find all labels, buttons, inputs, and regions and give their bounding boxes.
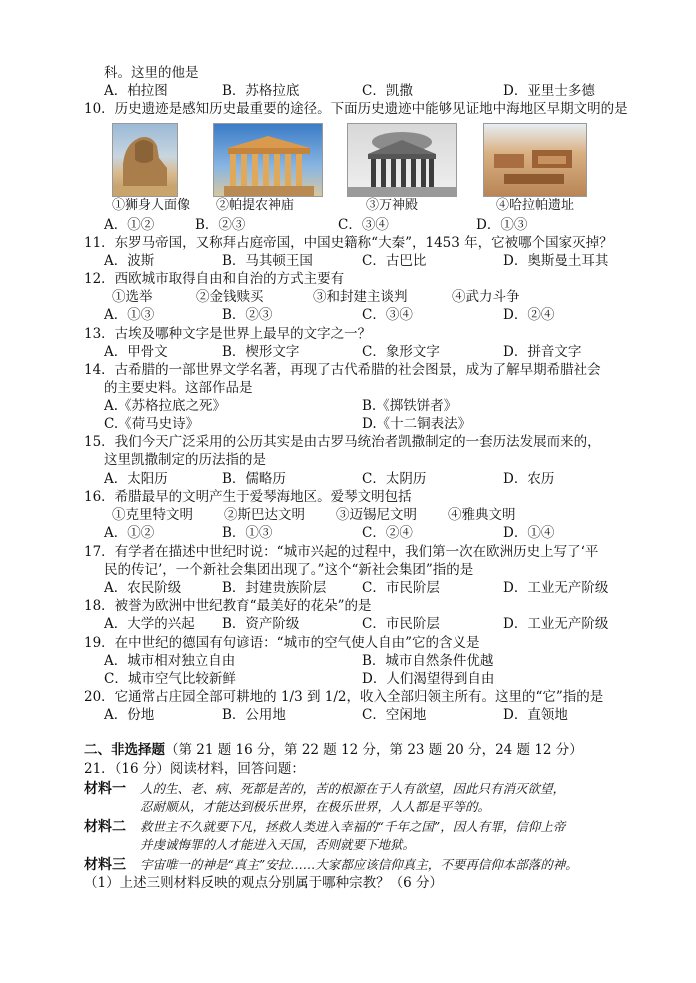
q9-stem-tail: 科。这里的他是	[104, 65, 199, 81]
q21-stem: 21．（16 分）阅读材料，回答问题：	[84, 761, 305, 777]
q16-option-d: D．①④	[503, 525, 555, 541]
q19-option-c: C．城市空气比较新鲜	[104, 671, 236, 687]
q10-stem: 10．历史遗迹是感知历史最重要的途径。下面历史遗迹中能够见证地中海地区早期文明的是	[84, 101, 628, 117]
q11-option-d: D．奥斯曼土耳其	[503, 253, 609, 269]
q16-item-3: ③迈锡尼文明	[336, 507, 417, 523]
q18-option-c: C．市民阶层	[362, 616, 440, 632]
q19-option-b: B．城市自然条件优越	[362, 653, 494, 669]
q10-option-d: D．①③	[476, 217, 528, 233]
q14-stem-line1: 14．古希腊的一部世界文学名著，再现了古代希腊的社会图景，成为了解早期希腊社会	[84, 362, 601, 378]
sphinx-image	[112, 123, 178, 197]
q12-item-3: ③和封建主谈判	[313, 289, 408, 305]
material-2-line2: 并虔诚悔罪的人才能进入天国，否则就要下地狱。	[140, 837, 416, 852]
q17-option-d: D．工业无产阶级	[503, 580, 609, 596]
q12-option-b: B．②③	[222, 307, 273, 323]
q12-item-4: ④武力斗争	[452, 289, 520, 305]
q13-option-a: A．甲骨文	[104, 344, 168, 360]
q15-stem-line1: 15．我们今天广泛采用的公历其实是由古罗马统治者凯撒制定的一套历法发展而来的，	[84, 434, 601, 450]
q19-stem: 19．在中世纪的德国有句谚语：“城市的空气使人自由”它的含义是	[84, 635, 480, 651]
q13-option-b: B．楔形文字	[222, 344, 300, 360]
q20-stem: 20．它通常占庄园全部可耕地的 1/3 到 1/2，收入全部归领主所有。这里的“它”指的是	[84, 689, 604, 705]
q17-stem-line2: 民的传记’，一个新社会集团出现了。”这个“新社会集团”指的是	[104, 562, 474, 578]
q21-sub1: （1）上述三则材料反映的观点分别属于哪种宗教？（6 分）	[84, 875, 443, 891]
q10-caption-3: ③万神殿	[366, 198, 419, 213]
material-2	[84, 818, 126, 836]
q9-option-c: C．凯撒	[362, 83, 413, 99]
q12-item-2: ②金钱赎买	[196, 289, 264, 305]
q20-option-c: C．空闲地	[362, 707, 427, 723]
q18-option-d: D．工业无产阶级	[503, 616, 609, 632]
section2-title: 二、非选择题	[84, 742, 165, 758]
q16-option-a: A．①②	[104, 525, 155, 541]
q19-option-a: A．城市相对独立自由	[104, 653, 236, 669]
q12-option-a: A．①③	[104, 307, 155, 323]
q12-option-d: D．②④	[503, 307, 555, 323]
q14-option-a: A.《苏格拉底之死》	[104, 398, 227, 414]
parthenon-image	[213, 123, 323, 197]
q10-option-b: B．②③	[195, 217, 246, 233]
q19-option-d: D．人们渴望得到自由	[362, 671, 495, 687]
q15-option-b: B．儒略历	[222, 471, 286, 487]
q17-option-b: B．封建贵族阶层	[222, 580, 327, 596]
q10-caption-4: ④哈拉帕遗址	[496, 198, 575, 213]
q18-stem: 18．被誉为欧洲中世纪教育“最美好的花朵”的是	[84, 598, 372, 614]
q18-option-b: B．资产阶级	[222, 616, 300, 632]
q12-stem: 12．西欧城市取得自由和自治的方式主要有	[84, 271, 345, 287]
harappa-image	[483, 123, 587, 197]
q9-option-a: A．柏拉图	[104, 83, 168, 99]
q10-caption-2: ②帕提农神庙	[216, 198, 295, 213]
q14-option-d: D.《十二铜表法》	[362, 416, 472, 432]
q17-option-c: C．市民阶层	[362, 580, 440, 596]
q15-option-d: D．农历	[503, 471, 555, 487]
q10-option-a: A．①②	[104, 217, 155, 233]
q10-caption-1: ①狮身人面像	[112, 198, 191, 213]
q14-option-c: C.《荷马史诗》	[104, 416, 200, 432]
q9-option-b: B．苏格拉底	[222, 83, 300, 99]
material-1-line1: 人的生、老、病、死都是苦的，苦的根源在于人有欲望，因此只有消灭欲望，	[140, 781, 566, 796]
q17-stem-line1: 17．有学者在描述中世纪时说：“城市兴起的过程中，我们第一次在欧洲历史上写了‘平	[84, 544, 599, 560]
q14-option-b: B.《掷铁饼者》	[362, 398, 458, 414]
q9-option-d: D．亚里士多德	[503, 83, 595, 99]
q13-option-c: C．象形文字	[362, 344, 440, 360]
q15-option-c: C．太阴历	[362, 471, 427, 487]
q10-option-c: C．③④	[338, 217, 389, 233]
q18-option-a: A．大学的兴起	[104, 616, 195, 632]
q12-option-c: C．③④	[362, 307, 413, 323]
q11-option-b: B．马其顿王国	[222, 253, 313, 269]
q17-option-a: A．农民阶级	[104, 580, 182, 596]
q20-option-d: D．直领地	[503, 707, 568, 723]
material-2-label: 材料二	[84, 819, 126, 835]
q13-stem: 13．古埃及哪种文字是世界上最早的文字之一？	[84, 326, 372, 342]
q15-stem-line2: 这里凯撒制定的历法指的是	[104, 452, 266, 468]
q16-option-b: B．①③	[222, 525, 273, 541]
q20-option-b: B．公用地	[222, 707, 286, 723]
q11-option-a: A．波斯	[104, 253, 155, 269]
q16-item-2: ②斯巴达文明	[224, 507, 305, 523]
q20-option-a: A．份地	[104, 707, 155, 723]
q11-option-c: C．古巴比	[362, 253, 427, 269]
material-1-line2: 忍耐顺从，才能达到极乐世界，在极乐世界，人人都是平等的。	[140, 799, 491, 814]
q15-option-a: A．太阳历	[104, 471, 168, 487]
q16-option-c: C．②④	[362, 525, 413, 541]
q14-stem-line2: 的主要史料。这部作品是	[104, 380, 253, 396]
q16-item-1: ①克里特文明	[112, 507, 193, 523]
material-3-label: 材料三	[84, 857, 126, 873]
q16-item-4: ④雅典文明	[448, 507, 516, 523]
q13-option-d: D．拼音文字	[503, 344, 582, 360]
material-1	[84, 780, 126, 798]
material-3-line1: 宇宙唯一的神是“真主”安拉……大家都应该信仰真主，不要再信仰本部落的神。	[140, 857, 578, 872]
q11-stem: 11．东罗马帝国，又称拜占庭帝国，中国史籍称“大秦”，1453 年，它被哪个国家灭掉？	[84, 235, 613, 251]
q12-item-1: ①选举	[112, 289, 153, 305]
material-2-line1: 救世主不久就要下凡，拯救人类进入幸福的“千年之国”，因人有罪，信仰上帝	[140, 819, 566, 834]
q16-stem: 16．希腊最早的文明产生于爱琴海地区。爱琴文明包括	[84, 489, 412, 505]
pantheon-image	[347, 123, 457, 197]
section2-detail: （第 21 题 16 分，第 22 题 12 分，第 23 题 20 分，24 题 12 分）	[165, 742, 583, 758]
material-3	[84, 856, 126, 874]
material-1-label: 材料一	[84, 781, 126, 797]
section2-heading	[84, 741, 583, 759]
